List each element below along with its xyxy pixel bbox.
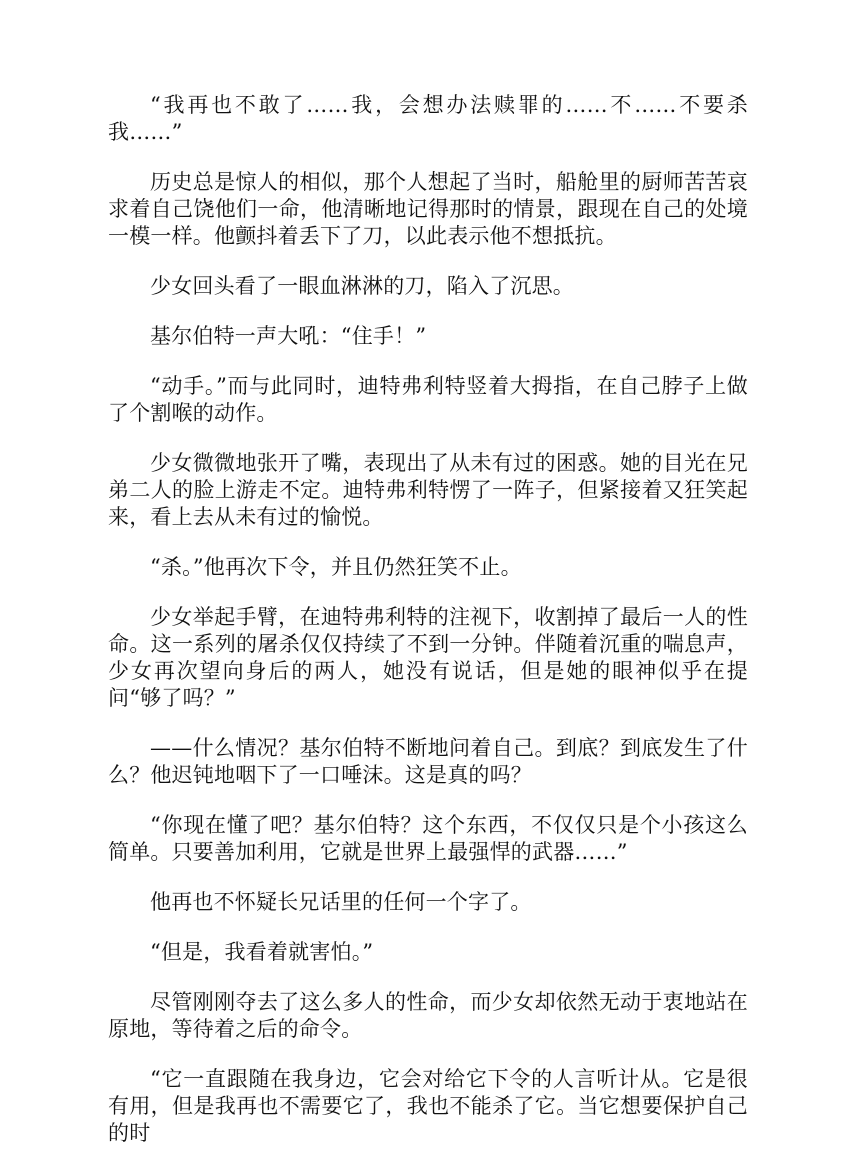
paragraph: 少女微微地张开了嘴，表现出了从未有过的困惑。她的目光在兄弟二人的脸上游走不定。迪特弗利特愣了一阵子，但紧接着又狂笑起来，看上去从未有过的愉悦。 (108, 451, 748, 529)
paragraph: 基尔伯特一声大吼：“住手！” (150, 324, 427, 348)
paragraph: “你现在懂了吧？基尔伯特？这个东西，不仅仅只是个小孩这么简单。只要善加利用，它就是世界上最强悍的武器……” (108, 813, 748, 864)
paragraph: 他再也不怀疑长兄话里的任何一个字了。 (150, 890, 532, 914)
document-page (108, 92, 748, 1170)
paragraph: ——什么情况？基尔伯特不断地问着自己。到底？到底发生了什么？他迟钝地咽下了一口唾沫。这是真的吗？ (108, 736, 748, 787)
paragraph: “杀。”他再次下令，并且仍然狂笑不止。 (150, 555, 522, 579)
paragraph: “它一直跟随在我身边，它会对给它下令的人言听计从。它是很有用，但是我再也不需要它了，我也不能杀了它。当它想要保护自己的时 (108, 1067, 748, 1145)
paragraph: 尽管刚刚夺去了这么多人的性命，而少女却依然无动于衷地站在原地，等待着之后的命令。 (108, 990, 748, 1041)
paragraph: “动手。”而与此同时，迪特弗利特竖着大拇指，在自己脖子上做了个割喉的动作。 (108, 374, 748, 425)
paragraph: “但是，我看着就害怕。” (150, 940, 374, 964)
paragraph: 少女举起手臂，在迪特弗利特的注视下，收割掉了最后一人的性命。这一系列的屠杀仅仅持续了不到一分钟。伴随着沉重的喘息声，少女再次望向身后的两人，她没有说话，但是她的眼神似乎在提问“够了吗？” (108, 605, 748, 710)
paragraph: 少女回头看了一眼血淋淋的刀，陷入了沉思。 (150, 274, 574, 298)
paragraph: “我再也不敢了……我，会想办法赎罪的……不……不要杀我……” (108, 93, 748, 144)
paragraph: 历史总是惊人的相似，那个人想起了当时，船舱里的厨师苦苦哀求着自己饶他们一命，他清晰地记得那时的情景，跟现在自己的处境一模一样。他颤抖着丢下了刀，以此表示他不想抵抗。 (108, 170, 748, 248)
